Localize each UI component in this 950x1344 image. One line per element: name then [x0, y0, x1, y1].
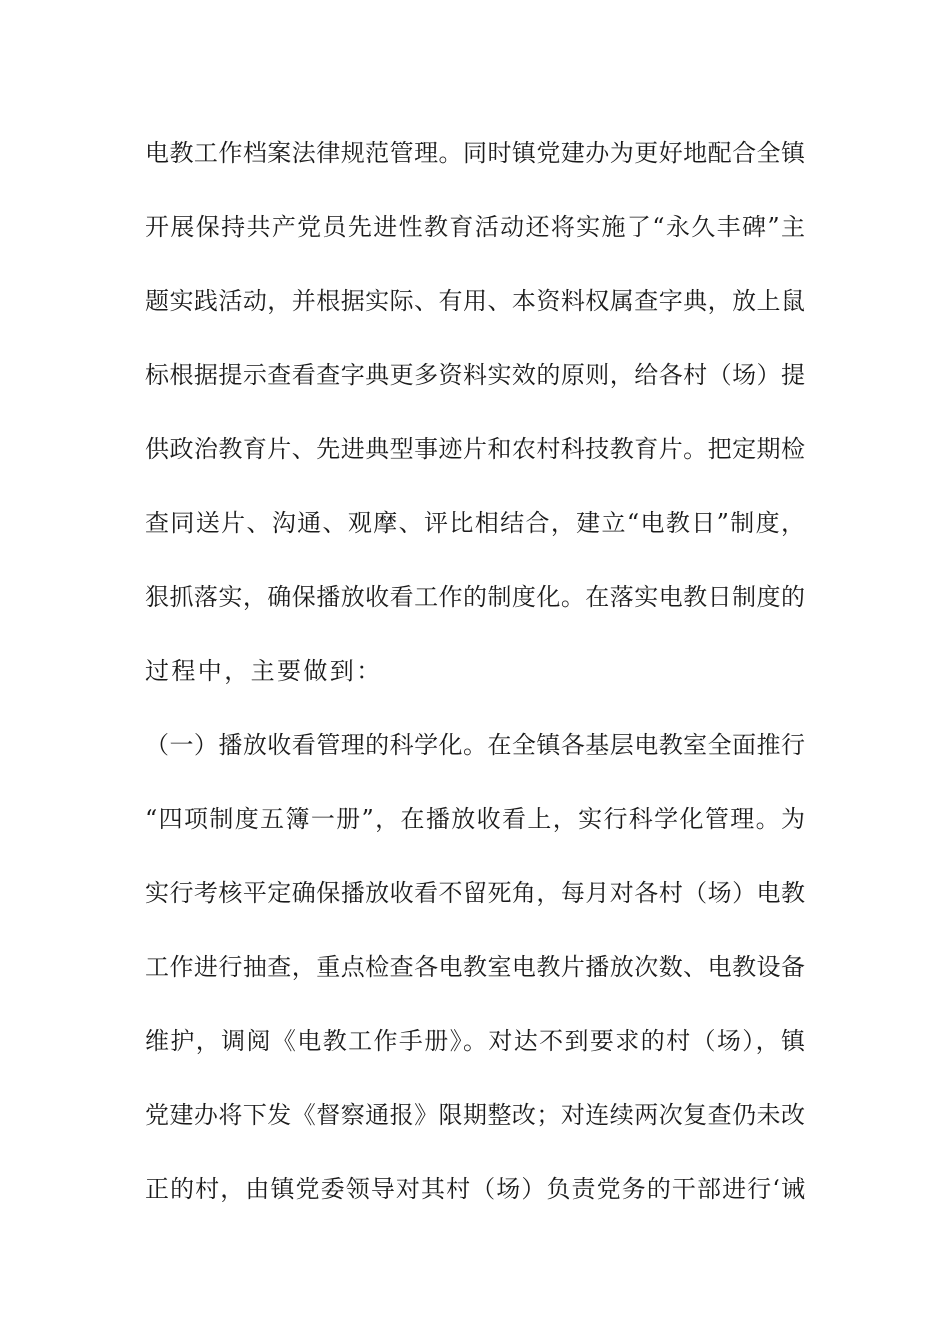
- text-line: 题实践活动，并根据实际、有用、本资料权属查字典，放上鼠: [145, 287, 805, 315]
- text-line: 正的村，由镇党委领导对其村（场）负责党务的干部进行‘诫: [145, 1175, 805, 1203]
- text-line: “四项制度五簿一册”，在播放收看上，实行科学化管理。为: [145, 805, 805, 833]
- text-line: 维护，调阅《电教工作手册》。对达不到要求的村（场），镇: [145, 1027, 805, 1055]
- text-line: 开展保持共产党员先进性教育活动还将实施了“永久丰碑”主: [145, 213, 805, 241]
- text-line: 标根据提示查看查字典更多资料实效的原则，给各村（场）提: [145, 361, 805, 389]
- text-line: 查同送片、沟通、观摩、评比相结合，建立“电教日”制度，: [145, 509, 805, 537]
- text-line: 工作进行抽查，重点检查各电教室电教片播放次数、电教设备: [145, 953, 805, 981]
- text-line: 狠抓落实，确保播放收看工作的制度化。在落实电教日制度的: [145, 583, 805, 611]
- text-line: 实行考核平定确保播放收看不留死角，每月对各村（场）电教: [145, 879, 805, 907]
- text-line: 过程中，主要做到：: [145, 657, 383, 685]
- text-line: （一）播放收看管理的科学化。在全镇各基层电教室全面推行: [145, 731, 805, 759]
- text-line: 党建办将下发《督察通报》限期整改；对连续两次复查仍未改: [145, 1101, 805, 1129]
- text-line: 电教工作档案法律规范管理。同时镇党建办为更好地配合全镇: [145, 139, 805, 167]
- body-text: [145, 127, 805, 1237]
- text-line: 供政治教育片、先进典型事迹片和农村科技教育片。把定期检: [145, 435, 805, 463]
